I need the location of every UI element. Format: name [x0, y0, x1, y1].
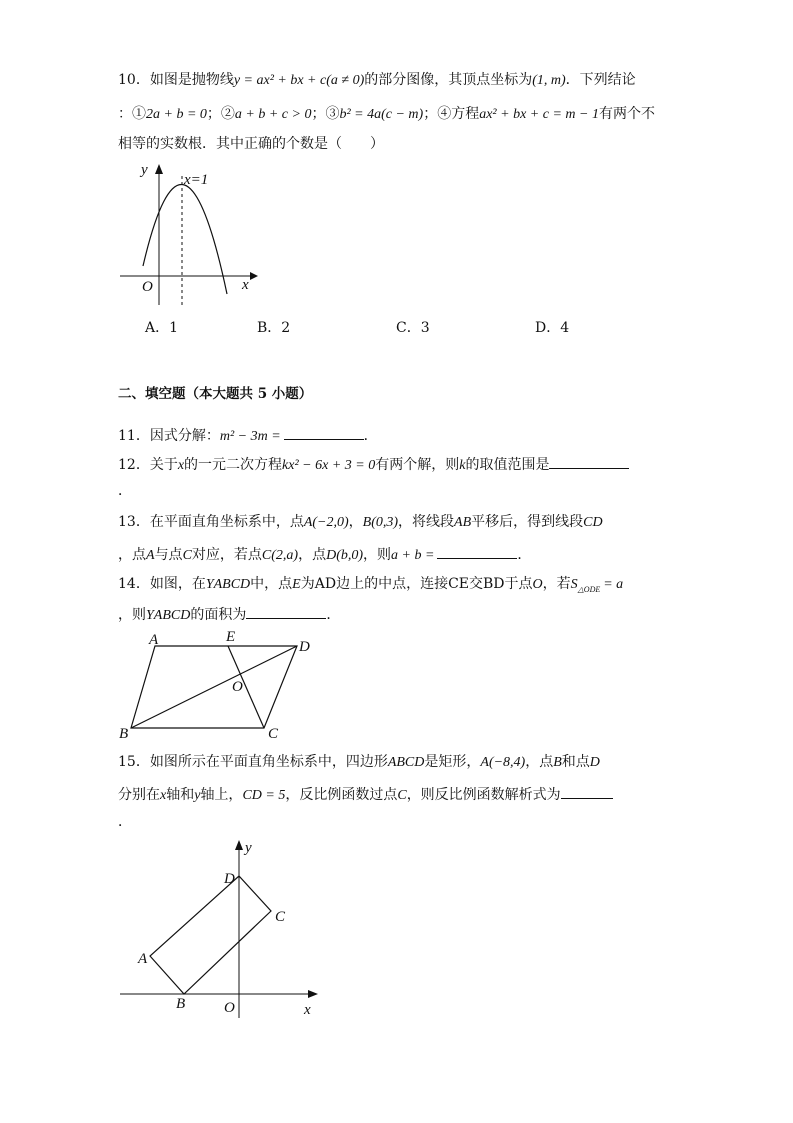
parabola-curve [143, 184, 227, 294]
area-symbol: S [570, 577, 578, 592]
origin-label: O [142, 279, 153, 295]
area-subscript: △ODE [577, 584, 601, 594]
q14-text: 如图，在 [149, 576, 206, 592]
segment-cd: CD [583, 515, 603, 530]
q13-text-3: 平移后，得到线段 [471, 514, 584, 530]
var-k: k [459, 458, 466, 473]
parallelogram-name: ΥABCD [146, 608, 191, 623]
var-x: x [177, 458, 185, 473]
rectangle-figure [118, 838, 338, 1038]
answer-blank[interactable] [246, 604, 326, 619]
label-o: O [532, 577, 543, 592]
q15-text: 如图所示在平面直角坐标系中，四边形 [149, 754, 388, 770]
x-axis-label: x [242, 277, 249, 293]
conclusion-4-pre: 方程 [451, 106, 480, 122]
point-b: B(0,3) [362, 515, 399, 530]
x-axis-arrow [308, 990, 318, 998]
var-x: x [160, 788, 167, 803]
q14-text-4: ，若 [542, 576, 571, 592]
cd-length: CD = 5 [242, 788, 286, 803]
y-axis-label: y [141, 162, 148, 178]
option-c: C．3 [396, 320, 430, 336]
q15-text-9: ，则反比例函数解析式为 [406, 787, 561, 803]
q14-text-6: 的面积为 [190, 607, 247, 623]
conclusion-2: a + b + c > 0 [234, 107, 312, 122]
q15-line2 [118, 784, 613, 806]
q13-text-6: 对应，若点 [191, 547, 262, 563]
q15-text-6: 轴和 [166, 787, 195, 803]
conclusion-1: 2a + b = 0 [146, 107, 207, 122]
conclusion-2-number: ② [220, 106, 235, 122]
q14-line1 [118, 574, 623, 600]
q12-line1 [118, 454, 629, 476]
answer-blank[interactable] [561, 784, 613, 799]
conclusion-3-number: ③ [325, 106, 340, 122]
q15-text-5: 分别在 [118, 787, 160, 803]
label-c: C [397, 788, 407, 803]
q10-line1 [118, 70, 636, 91]
q14-text-2: 中，点 [250, 576, 293, 592]
label-e: E [292, 577, 301, 592]
q10-line3 [118, 134, 384, 154]
q12-text-3: 有两个解，则 [375, 457, 460, 473]
var-y: y [194, 788, 201, 803]
q10-question: 相等的实数根．其中正确的个数是（ ） [118, 136, 384, 152]
q14-text-5: ，则 [118, 607, 146, 623]
conclusion-4-post: 有两个不 [598, 106, 655, 122]
period: ． [326, 607, 341, 623]
symmetry-axis-label: x=1 [184, 172, 209, 188]
q12-equation: kx² − 6x + 3 = 0 [282, 458, 376, 473]
point-a: A(−8,4) [480, 755, 526, 770]
q10-equation: y = ax² + bx + c(a ≠ 0) [233, 73, 365, 88]
q10-line2 [118, 104, 655, 125]
separator: ； [423, 106, 438, 122]
q13-line1 [118, 512, 603, 533]
q15-text-4: 和点 [561, 754, 590, 770]
q14-line2 [118, 604, 340, 626]
q11-line [118, 425, 378, 447]
vertex-d-label: D [224, 871, 235, 887]
q13-text-8: ，则 [363, 547, 392, 563]
q12-text: 关于 [149, 457, 178, 473]
q13-number: 13． [118, 514, 150, 530]
q13-text: 在平面直角坐标系中，点 [149, 514, 304, 530]
option-d: D．4 [535, 320, 570, 336]
q12-text-4: 的取值范围是 [465, 457, 550, 473]
q14-number: 14． [118, 576, 150, 592]
q10-vertex: (1, m) [532, 73, 566, 88]
diagonal-bd [131, 646, 297, 728]
q15-line3: ． [118, 814, 132, 830]
q10-number: 10． [118, 72, 150, 88]
parallelogram-figure [118, 629, 318, 742]
q10-text-3: ．下列结论 [565, 72, 636, 88]
parabola-graph [115, 160, 265, 310]
origin-label: O [224, 1000, 235, 1016]
q12-line2: ． [118, 483, 132, 499]
conclusion-4-number: ④ [437, 106, 452, 122]
q13-text-2: ，将线段 [398, 514, 455, 530]
vertex-b-label: B [176, 996, 186, 1012]
q15-text-8: ，反比例函数过点 [285, 787, 398, 803]
separator: ， [348, 514, 363, 530]
segment-ab: AB [454, 515, 472, 530]
q13-line2 [118, 544, 531, 566]
separator: ； [311, 106, 326, 122]
separator: ； [206, 106, 221, 122]
rectangle-shape [150, 876, 271, 994]
parallelogram-name: ΥABCD [205, 577, 251, 592]
x-axis-arrow [250, 272, 258, 280]
q14-text-3: 为AD边上的中点，连接CE交BD于点 [300, 576, 533, 592]
conclusion-4: ax² + bx + c = m − 1 [479, 107, 599, 122]
q12-number: 12． [118, 457, 150, 473]
label-b: B [553, 755, 562, 770]
label-c: C [182, 548, 192, 563]
q15-line1 [118, 752, 600, 773]
conclusion-3: b² = 4a(c − m) [339, 107, 424, 122]
period: ． [517, 547, 532, 563]
period: ． [363, 428, 378, 444]
label-a: A [146, 548, 155, 563]
answer-blank[interactable] [437, 544, 517, 559]
q11-number: 11． [118, 428, 150, 444]
y-axis-arrow [235, 840, 243, 850]
q15-text-2: 是矩形， [424, 754, 481, 770]
q10-text-2: 的部分图像，其顶点坐标为 [364, 72, 533, 88]
section-title: 二、填空题（本大题共 5 小题） [118, 386, 313, 402]
point-c: C(2,a) [261, 548, 299, 563]
q12-text-2: 的一元二次方程 [184, 457, 283, 473]
vertex-b-label: B [119, 726, 129, 742]
vertex-c-label: C [275, 909, 286, 925]
vertex-d-label: D [299, 639, 310, 655]
q15-text-3: ，点 [525, 754, 554, 770]
conclusion-1-number: ① [132, 106, 146, 122]
option-b: B．2 [257, 320, 291, 336]
vertex-c-label: C [268, 726, 279, 742]
q10-colon: ： [118, 106, 132, 122]
x-axis-label: x [304, 1002, 311, 1018]
vertex-a-label: A [149, 632, 159, 648]
y-axis-arrow [155, 164, 163, 174]
vertex-a-label: A [138, 951, 148, 967]
q11-expression: m² − 3m = [219, 429, 281, 444]
y-axis-label: y [245, 840, 252, 856]
q13-text-5: 与点 [154, 547, 183, 563]
point-a: A(−2,0) [303, 515, 349, 530]
rectangle-name: ABCD [387, 755, 425, 770]
q11-text: 因式分解： [149, 428, 220, 444]
answer-blank[interactable] [549, 454, 629, 469]
answer-blank[interactable] [284, 425, 364, 440]
q15-text-7: 轴上， [200, 787, 243, 803]
q13-text-7: ，点 [298, 547, 327, 563]
point-o-label: O [232, 679, 243, 695]
q10-text: 如图是抛物线 [149, 72, 234, 88]
area-value: = a [603, 577, 624, 592]
label-d: D [589, 755, 600, 770]
point-d: D(b,0) [326, 548, 364, 563]
q15-number: 15． [118, 754, 150, 770]
q13-text-4: ，点 [118, 547, 146, 563]
option-a: A．1 [145, 320, 179, 336]
q13-ask: a + b = [391, 548, 435, 563]
point-e-label: E [226, 629, 236, 645]
